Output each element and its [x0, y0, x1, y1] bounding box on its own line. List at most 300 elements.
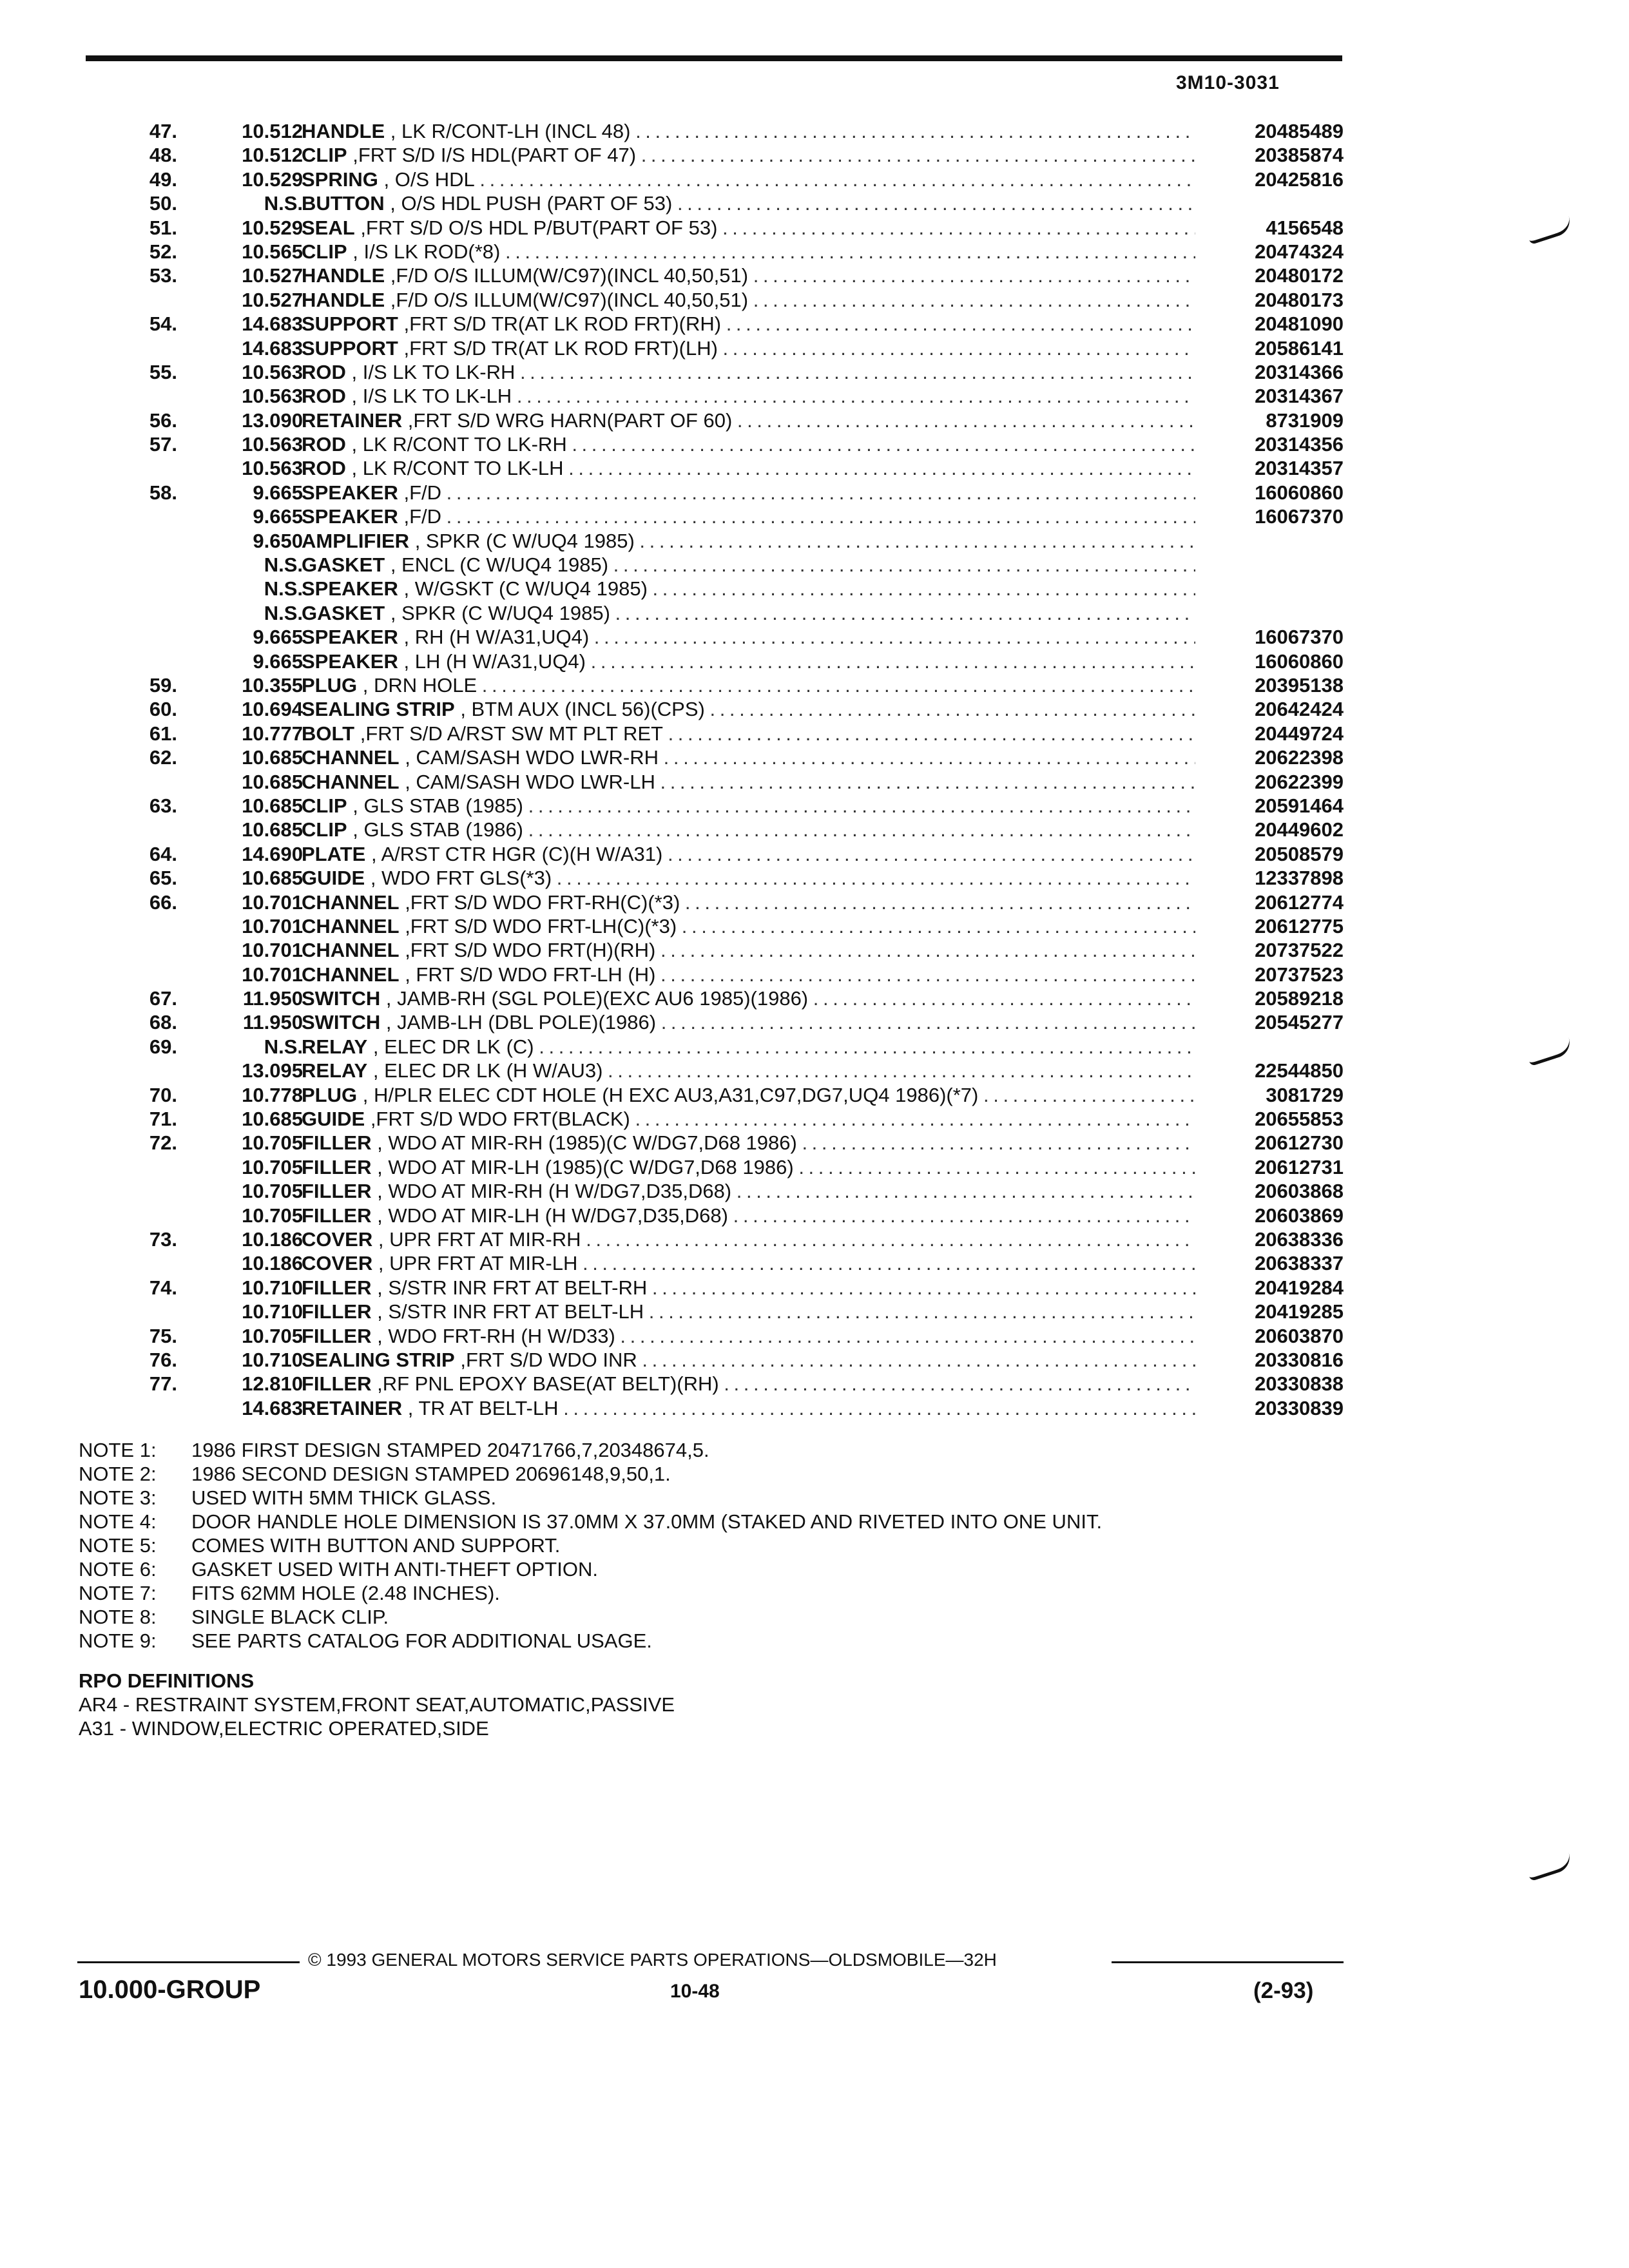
- item-ref-number: 72.: [149, 1131, 177, 1155]
- part-description: [302, 1300, 1195, 1323]
- binder-tick-mark: [1526, 1852, 1574, 1881]
- item-ref-number: 51.: [149, 216, 177, 239]
- part-detail: ,FRT S/D I/S HDL(PART OF 47): [352, 144, 637, 167]
- item-ref-number: 68.: [149, 1011, 177, 1034]
- part-name: HANDLE: [302, 264, 385, 287]
- parts-row: [90, 168, 1344, 191]
- part-name: BOLT: [302, 722, 355, 745]
- part-detail: ,F/D O/S ILLUM(W/C97)(INCL 40,50,51): [390, 288, 749, 311]
- part-description: [302, 1396, 1195, 1420]
- part-detail: ,F/D: [403, 481, 442, 504]
- part-number: 20385874: [1255, 144, 1344, 167]
- binder-tick-mark: [1526, 1037, 1574, 1066]
- note-line: [79, 1510, 1102, 1533]
- parts-row: [90, 1155, 1344, 1179]
- part-description: [302, 649, 1195, 673]
- part-detail: , ENCL (C W/UQ4 1985): [390, 553, 609, 577]
- note-label: NOTE 9:: [79, 1629, 157, 1652]
- group-number: 9.665: [253, 481, 303, 504]
- item-ref-number: 67.: [149, 987, 177, 1010]
- part-detail: , I/S LK TO LK-RH: [351, 360, 516, 383]
- parts-list: [90, 119, 1344, 1420]
- parts-row: [90, 1107, 1344, 1131]
- group-number: 10.701: [242, 963, 303, 986]
- part-detail: ,FRT S/D TR(AT LK ROD FRT)(LH): [403, 336, 718, 360]
- part-name: PLUG: [302, 1083, 358, 1106]
- part-name: FILLER: [302, 1180, 372, 1203]
- group-number: 10.778: [242, 1083, 303, 1106]
- rpo-title: RPO DEFINITIONS: [79, 1669, 255, 1692]
- note-label: NOTE 6:: [79, 1558, 157, 1581]
- part-number: 20545277: [1255, 1011, 1344, 1034]
- part-name: CHANNEL: [302, 770, 400, 793]
- parts-row: [90, 1348, 1344, 1372]
- note-text: SEE PARTS CATALOG FOR ADDITIONAL USAGE.: [191, 1629, 652, 1652]
- group-number: 10.777: [242, 722, 303, 745]
- binder-tick-mark: [1526, 216, 1574, 245]
- note-text: 1986 SECOND DESIGN STAMPED 20696148,9,50,1.: [191, 1463, 671, 1485]
- part-detail: , H/PLR ELEC CDT HOLE (H EXC AU3,A31,C97,DG7,UQ4 1986)(*7): [362, 1083, 979, 1106]
- part-description: [302, 553, 1195, 577]
- part-name: CHANNEL: [302, 890, 400, 914]
- item-ref-number: 62.: [149, 746, 177, 769]
- part-detail: , WDO AT MIR-LH (H W/DG7,D35,D68): [377, 1204, 728, 1227]
- part-description: [302, 240, 1195, 264]
- parts-row: [90, 794, 1344, 818]
- group-number: 10.186: [242, 1227, 303, 1251]
- note-text: SINGLE BLACK CLIP.: [191, 1606, 389, 1628]
- part-description: [302, 191, 1195, 215]
- part-name: GUIDE: [302, 1108, 365, 1131]
- part-name: CLIP: [302, 144, 347, 167]
- part-description: [302, 1107, 1195, 1131]
- part-description: [302, 1131, 1195, 1155]
- item-ref-number: 70.: [149, 1083, 177, 1106]
- part-detail: ,FRT S/D WDO FRT-RH(C)(*3): [405, 890, 680, 914]
- part-name: SPEAKER: [302, 577, 398, 601]
- part-detail: , W/GSKT (C W/UQ4 1985): [403, 577, 648, 601]
- group-number: 10.705: [242, 1155, 303, 1178]
- parts-row: [90, 1035, 1344, 1059]
- part-name: FILLER: [302, 1300, 372, 1323]
- note-text: FITS 62MM HOLE (2.48 INCHES).: [191, 1582, 500, 1604]
- item-ref-number: 60.: [149, 698, 177, 721]
- part-number: 20612730: [1255, 1131, 1344, 1155]
- part-number: 20480173: [1255, 288, 1344, 311]
- parts-row: [90, 408, 1344, 432]
- part-name: CLIP: [302, 818, 347, 841]
- note-label: NOTE 2:: [79, 1463, 157, 1485]
- item-ref-number: 69.: [149, 1035, 177, 1058]
- part-detail: ,FRT S/D WDO FRT(BLACK): [370, 1108, 630, 1131]
- item-ref-number: 52.: [149, 240, 177, 263]
- group-number: 10.705: [242, 1131, 303, 1155]
- parts-row: [90, 770, 1344, 794]
- parts-row: [90, 481, 1344, 505]
- part-detail: ,FRT S/D TR(AT LK ROD FRT)(RH): [403, 312, 722, 336]
- group-number: 14.683: [242, 1396, 303, 1419]
- part-number: 20589218: [1255, 987, 1344, 1010]
- part-detail: , WDO AT MIR-RH (1985)(C W/DG7,D68 1986): [377, 1131, 797, 1155]
- parts-row: [90, 1083, 1344, 1107]
- group-number: 9.665: [253, 626, 303, 649]
- part-name: SWITCH: [302, 1011, 381, 1034]
- note-text: 1986 FIRST DESIGN STAMPED 20471766,7,20348674,5.: [191, 1439, 709, 1461]
- part-detail: , S/STR INR FRT AT BELT-RH: [377, 1276, 648, 1299]
- group-number: 10.710: [242, 1348, 303, 1371]
- item-ref-number: 64.: [149, 842, 177, 865]
- item-ref-number: 55.: [149, 360, 177, 383]
- note-label: NOTE 5:: [79, 1534, 157, 1557]
- part-number: 16067370: [1255, 505, 1344, 528]
- part-detail: , WDO FRT-RH (H W/D33): [377, 1324, 615, 1347]
- group-number: 10.512: [242, 120, 303, 142]
- part-name: CLIP: [302, 240, 347, 263]
- part-number: 20449602: [1255, 818, 1344, 841]
- group-number: 10.563: [242, 433, 303, 456]
- part-description: [302, 1204, 1195, 1227]
- parts-row: [90, 1251, 1344, 1275]
- part-description: [302, 1348, 1195, 1372]
- part-number: 20612731: [1255, 1155, 1344, 1178]
- parts-row: [90, 1300, 1344, 1323]
- parts-row: [90, 360, 1344, 384]
- parts-row: [90, 553, 1344, 577]
- part-description: [302, 1276, 1195, 1300]
- note-label: NOTE 3:: [79, 1486, 157, 1509]
- group-number: 10.685: [242, 818, 303, 841]
- group-number: 10.563: [242, 360, 303, 383]
- part-description: [302, 577, 1195, 601]
- parts-row: [90, 1131, 1344, 1155]
- parts-row: [90, 1010, 1344, 1034]
- parts-row: [90, 1059, 1344, 1082]
- part-detail: , WDO FRT GLS(*3): [370, 867, 552, 890]
- parts-row: [90, 505, 1344, 528]
- part-detail: , BTM AUX (INCL 56)(CPS): [460, 698, 705, 721]
- group-number: 9.650: [253, 529, 303, 552]
- part-name: RELAY: [302, 1059, 368, 1082]
- parts-row: [90, 697, 1344, 721]
- part-description: [302, 986, 1195, 1010]
- group-number: 10.563: [242, 385, 303, 408]
- group-number: 10.565: [242, 240, 303, 263]
- part-description: [302, 914, 1195, 938]
- part-description: [302, 890, 1195, 914]
- note-line: [79, 1438, 1102, 1462]
- part-number: 20603868: [1255, 1180, 1344, 1203]
- group-number: 10.685: [242, 1108, 303, 1131]
- part-detail: , CAM/SASH WDO LWR-RH: [405, 746, 659, 769]
- part-name: CHANNEL: [302, 939, 400, 962]
- note-text: COMES WITH BUTTON AND SUPPORT.: [191, 1534, 561, 1557]
- parts-row: [90, 914, 1344, 938]
- item-ref-number: 56.: [149, 408, 177, 432]
- item-ref-number: 71.: [149, 1108, 177, 1131]
- part-detail: , LK R/CONT TO LK-LH: [351, 457, 564, 480]
- group-number: 9.665: [253, 505, 303, 528]
- part-description: [302, 842, 1195, 866]
- part-detail: , A/RST CTR HGR (C)(H W/A31): [371, 842, 663, 865]
- part-detail: , I/S LK ROD(*8): [352, 240, 501, 263]
- part-number: 20314366: [1255, 360, 1344, 383]
- part-description: [302, 745, 1195, 769]
- part-number: 4156548: [1266, 216, 1344, 239]
- group-number: 10.529: [242, 168, 303, 191]
- part-detail: , I/S LK TO LK-LH: [351, 385, 512, 408]
- note-label: NOTE 4:: [79, 1510, 157, 1533]
- part-name: HANDLE: [302, 288, 385, 311]
- rpo-section: [79, 1669, 675, 1740]
- parts-row: [90, 601, 1344, 625]
- part-description: [302, 770, 1195, 794]
- note-text: USED WITH 5MM THICK GLASS.: [191, 1486, 497, 1509]
- group-number: 10.710: [242, 1300, 303, 1323]
- parts-row: [90, 432, 1344, 456]
- notes-section: [79, 1438, 1102, 1653]
- part-detail: , FRT S/D WDO FRT-LH (H): [405, 963, 656, 986]
- note-line: [79, 1557, 1102, 1581]
- group-number: N.S.: [264, 601, 303, 624]
- rpo-item: A31 - WINDOW,ELECTRIC OPERATED,SIDE: [79, 1717, 489, 1740]
- part-name: FILLER: [302, 1131, 372, 1155]
- part-description: [302, 312, 1195, 336]
- part-number: 20655853: [1255, 1108, 1344, 1131]
- part-description: [302, 1059, 1195, 1082]
- part-name: PLATE: [302, 842, 366, 865]
- part-detail: ,FRT S/D WDO INR: [460, 1348, 637, 1371]
- part-number: 20419285: [1255, 1300, 1344, 1323]
- part-name: FILLER: [302, 1155, 372, 1178]
- part-description: [302, 697, 1195, 721]
- part-description: [302, 673, 1195, 697]
- group-number: 14.683: [242, 336, 303, 360]
- part-number: 20330839: [1255, 1396, 1344, 1419]
- part-detail: , LH (H W/A31,UQ4): [403, 649, 586, 673]
- part-description: [302, 722, 1195, 745]
- part-detail: ,FRT S/D WDO FRT-LH(C)(*3): [405, 914, 677, 937]
- part-detail: , O/S HDL: [383, 168, 475, 191]
- group-number: 13.090: [242, 408, 303, 432]
- part-number: 20586141: [1255, 336, 1344, 360]
- part-name: CLIP: [302, 794, 347, 817]
- part-detail: , GLS STAB (1985): [352, 794, 524, 817]
- parts-row: [90, 842, 1344, 866]
- footer-group: 10.000-GROUP: [79, 1975, 261, 2004]
- footer-rule-left: [77, 1961, 300, 1963]
- part-name: SPEAKER: [302, 626, 398, 649]
- part-description: [302, 1083, 1195, 1107]
- parts-row: [90, 649, 1344, 673]
- part-name: RETAINER: [302, 408, 403, 432]
- group-number: 11.950: [242, 1011, 303, 1034]
- part-description: [302, 1251, 1195, 1275]
- part-number: 22544850: [1255, 1059, 1344, 1082]
- part-description: [302, 505, 1195, 528]
- part-description: [302, 529, 1195, 553]
- part-description: [302, 119, 1195, 143]
- part-name: RETAINER: [302, 1396, 403, 1419]
- part-name: ROD: [302, 360, 346, 383]
- part-detail: , JAMB-LH (DBL POLE)(1986): [385, 1011, 657, 1034]
- part-description: [302, 456, 1195, 480]
- part-detail: , ELEC DR LK (H W/AU3): [372, 1059, 603, 1082]
- note-label: NOTE 8:: [79, 1606, 157, 1628]
- part-number: 20508579: [1255, 842, 1344, 865]
- note-line: [79, 1581, 1102, 1605]
- group-number: N.S.: [264, 577, 303, 601]
- part-detail: ,F/D O/S ILLUM(W/C97)(INCL 40,50,51): [390, 264, 749, 287]
- group-number: 11.950: [242, 987, 303, 1010]
- parts-row: [90, 1396, 1344, 1420]
- group-number: N.S.: [264, 192, 303, 215]
- parts-row: [90, 1276, 1344, 1300]
- item-ref-number: 59.: [149, 673, 177, 697]
- part-description: [302, 288, 1195, 312]
- part-description: [302, 360, 1195, 384]
- part-name: ROD: [302, 433, 346, 456]
- part-name: COVER: [302, 1252, 373, 1275]
- parts-row: [90, 890, 1344, 914]
- item-ref-number: 54.: [149, 312, 177, 336]
- part-name: ROD: [302, 457, 346, 480]
- part-number: 20395138: [1255, 673, 1344, 697]
- part-number: 16067370: [1255, 626, 1344, 649]
- parts-row: [90, 745, 1344, 769]
- part-description: [302, 336, 1195, 360]
- part-number: 20425816: [1255, 168, 1344, 191]
- part-number: 20330816: [1255, 1348, 1344, 1371]
- part-name: SPEAKER: [302, 481, 398, 504]
- part-description: [302, 432, 1195, 456]
- part-name: RELAY: [302, 1035, 368, 1058]
- parts-row: [90, 191, 1344, 215]
- parts-row: [90, 456, 1344, 480]
- part-number: 20419284: [1255, 1276, 1344, 1299]
- part-name: FILLER: [302, 1372, 372, 1396]
- footer-rule-right: [1112, 1961, 1344, 1963]
- item-ref-number: 50.: [149, 192, 177, 215]
- item-ref-number: 66.: [149, 890, 177, 914]
- group-number: N.S.: [264, 1035, 303, 1058]
- group-number: 10.685: [242, 867, 303, 890]
- group-number: 10.685: [242, 746, 303, 769]
- part-name: ROD: [302, 385, 346, 408]
- part-number: 20638337: [1255, 1252, 1344, 1275]
- part-detail: ,F/D: [403, 505, 442, 528]
- item-ref-number: 74.: [149, 1276, 177, 1299]
- part-description: [302, 264, 1195, 287]
- part-detail: ,FRT S/D O/S HDL P/BUT(PART OF 53): [360, 216, 718, 239]
- part-name: FILLER: [302, 1276, 372, 1299]
- part-number: 20314357: [1255, 457, 1344, 480]
- parts-row: [90, 1372, 1344, 1396]
- footer-date: (2-93): [1253, 1978, 1314, 2003]
- group-number: 13.095: [242, 1059, 303, 1082]
- part-number: 20603870: [1255, 1324, 1344, 1347]
- part-name: GASKET: [302, 553, 385, 577]
- part-number: 20612775: [1255, 914, 1344, 937]
- part-detail: , LK R/CONT TO LK-RH: [351, 433, 567, 456]
- item-ref-number: 57.: [149, 433, 177, 456]
- part-description: [302, 963, 1195, 986]
- footer-page-number: 10-48: [670, 1981, 720, 2002]
- part-number: 20481090: [1255, 312, 1344, 336]
- part-name: SEALING STRIP: [302, 698, 455, 721]
- part-number: 20485489: [1255, 120, 1344, 142]
- part-description: [302, 818, 1195, 841]
- part-detail: , UPR FRT AT MIR-LH: [378, 1252, 578, 1275]
- page-code: 3M10-3031: [1176, 72, 1280, 93]
- group-number: 10.694: [242, 698, 303, 721]
- item-ref-number: 53.: [149, 264, 177, 287]
- group-number: 14.683: [242, 312, 303, 336]
- item-ref-number: 76.: [149, 1348, 177, 1371]
- part-description: [302, 1179, 1195, 1203]
- parts-row: [90, 288, 1344, 312]
- group-number: 10.355: [242, 673, 303, 697]
- group-number: 10.527: [242, 288, 303, 311]
- parts-row: [90, 336, 1344, 360]
- item-ref-number: 49.: [149, 168, 177, 191]
- part-description: [302, 481, 1195, 505]
- part-detail: ,FRT S/D WRG HARN(PART OF 60): [407, 408, 733, 432]
- group-number: 10.705: [242, 1204, 303, 1227]
- note-label: NOTE 1:: [79, 1439, 157, 1461]
- item-ref-number: 77.: [149, 1372, 177, 1396]
- group-number: N.S.: [264, 553, 303, 577]
- item-ref-number: 47.: [149, 120, 177, 142]
- part-description: [302, 1035, 1195, 1059]
- group-number: 10.512: [242, 144, 303, 167]
- parts-row: [90, 1179, 1344, 1203]
- part-detail: , SPKR (C W/UQ4 1985): [414, 529, 635, 552]
- part-name: SWITCH: [302, 987, 381, 1010]
- group-number: 10.705: [242, 1180, 303, 1203]
- part-number: 20314356: [1255, 433, 1344, 456]
- part-detail: , TR AT BELT-LH: [407, 1396, 559, 1419]
- part-detail: , GLS STAB (1986): [352, 818, 524, 841]
- part-number: 20449724: [1255, 722, 1344, 745]
- part-detail: , O/S HDL PUSH (PART OF 53): [390, 192, 673, 215]
- part-description: [302, 794, 1195, 818]
- parts-row: [90, 1227, 1344, 1251]
- part-name: FILLER: [302, 1204, 372, 1227]
- part-number: 20622399: [1255, 770, 1344, 793]
- part-name: CHANNEL: [302, 746, 400, 769]
- group-number: 10.563: [242, 457, 303, 480]
- parts-row: [90, 1204, 1344, 1227]
- parts-row: [90, 1324, 1344, 1348]
- part-name: SEAL: [302, 216, 355, 239]
- part-description: [302, 1155, 1195, 1179]
- note-line: [79, 1533, 1102, 1557]
- part-description: [302, 601, 1195, 625]
- part-description: [302, 1227, 1195, 1251]
- part-detail: ,FRT S/D A/RST SW MT PLT RET: [360, 722, 663, 745]
- part-detail: , RH (H W/A31,UQ4): [403, 626, 590, 649]
- part-detail: , JAMB-RH (SGL POLE)(EXC AU6 1985)(1986): [385, 987, 809, 1010]
- part-number: 20622398: [1255, 746, 1344, 769]
- part-name: HANDLE: [302, 120, 385, 142]
- part-name: CHANNEL: [302, 963, 400, 986]
- part-description: [302, 1372, 1195, 1396]
- parts-row: [90, 384, 1344, 408]
- part-name: GUIDE: [302, 867, 365, 890]
- part-number: 8731909: [1266, 408, 1344, 432]
- part-name: SPRING: [302, 168, 378, 191]
- part-number: 20638336: [1255, 1227, 1344, 1251]
